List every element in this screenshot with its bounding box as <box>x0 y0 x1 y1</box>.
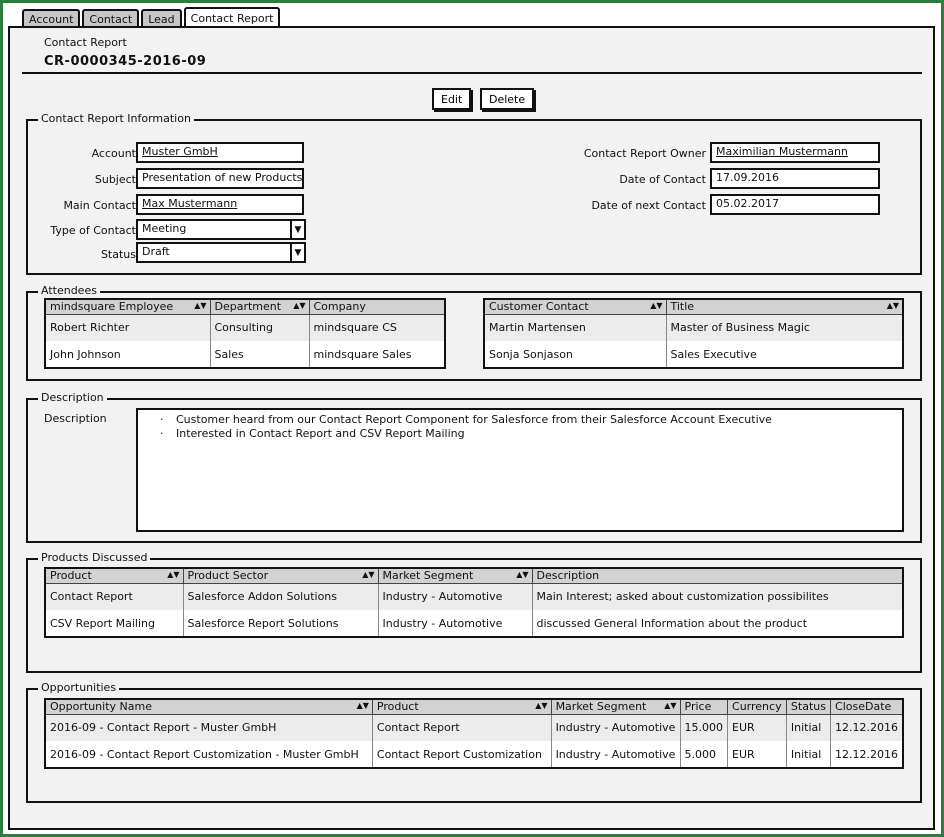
section-title: Description <box>38 391 107 404</box>
column-header[interactable]: Status <box>786 699 830 714</box>
column-header[interactable]: Currency <box>728 699 787 714</box>
table-row[interactable]: 2016-09 - Contact Report Customization - Muster GmbH Contact Report Customization Industry - Automotive 5.000 EUR Initial 12.12.2016 <box>45 741 903 768</box>
column-header[interactable]: Title ▲▼ <box>666 299 903 314</box>
column-header[interactable]: Price <box>680 699 728 714</box>
products-section <box>26 551 922 673</box>
opportunities-section <box>26 681 922 803</box>
owner-label: Contact Report Owner <box>583 147 706 160</box>
table-row[interactable]: CSV Report Mailing Salesforce Report Solutions Industry - Automotive discussed General Information about the product <box>45 610 903 637</box>
type-of-contact-label: Type of Contact <box>50 224 136 237</box>
column-header[interactable]: mindsquare Employee ▲▼ <box>45 299 210 314</box>
tab-contact-report[interactable]: Contact Report <box>184 7 281 29</box>
dropdown-arrow-icon: ▼ <box>290 221 304 238</box>
sort-icon: ▲▼ <box>293 301 306 310</box>
account-label: Account <box>91 147 136 160</box>
date-of-next-contact-label: Date of next Contact <box>591 199 706 212</box>
sort-icon: ▲▼ <box>194 301 207 310</box>
section-title: Attendees <box>38 284 100 297</box>
column-header[interactable]: Market Segment ▲▼ <box>551 699 680 714</box>
customers-table <box>483 298 904 369</box>
employees-table <box>44 298 446 369</box>
main-contact-label: Main Contact <box>63 199 136 212</box>
subject-field[interactable]: Presentation of new Products <box>136 168 304 189</box>
table-row[interactable]: Contact Report Salesforce Addon Solutions Industry - Automotive Main Interest; asked about customization possibilites <box>45 583 903 610</box>
tab-contact[interactable]: Contact <box>82 9 139 28</box>
subject-label: Subject <box>94 173 136 186</box>
tab-account[interactable]: Account <box>22 9 80 28</box>
description-textarea[interactable] <box>136 408 904 532</box>
description-section <box>26 391 922 543</box>
table-row[interactable]: 2016-09 - Contact Report - Muster GmbH Contact Report Industry - Automotive 15.000 EUR Initial 12.12.2016 <box>45 714 903 741</box>
date-of-next-contact-field[interactable]: 05.02.2017 <box>710 194 880 215</box>
sort-icon: ▲▼ <box>535 701 548 710</box>
table-row[interactable]: Sonja Sonjason Sales Executive <box>484 341 903 368</box>
opportunities-table <box>44 698 904 769</box>
date-of-contact-label: Date of Contact <box>619 173 706 186</box>
tab-lead[interactable]: Lead <box>141 9 181 28</box>
record-type-label: Contact Report <box>44 36 127 49</box>
table-row[interactable]: John Johnson Sales mindsquare Sales <box>45 341 445 368</box>
list-item: · Interested in Contact Report and CSV Report Mailing <box>176 427 892 441</box>
sort-icon: ▲▼ <box>516 570 529 579</box>
column-header[interactable]: Description <box>532 568 903 583</box>
dropdown-arrow-icon: ▼ <box>290 244 304 261</box>
status-label: Status <box>100 248 136 261</box>
section-title: Contact Report Information <box>38 112 194 125</box>
column-header[interactable]: Customer Contact ▲▼ <box>484 299 666 314</box>
table-row[interactable]: Martin Martensen Master of Business Magic <box>484 314 903 341</box>
sort-icon: ▲▼ <box>886 301 899 310</box>
tab-content <box>8 26 935 830</box>
column-header[interactable]: Market Segment ▲▼ <box>378 568 532 583</box>
table-row[interactable]: Robert Richter Consulting mindsquare CS <box>45 314 445 341</box>
products-table <box>44 567 904 638</box>
column-header[interactable]: Opportunity Name ▲▼ <box>45 699 372 714</box>
app-frame <box>3 3 941 834</box>
list-item: · Customer heard from our Contact Report Component for Salesforce from their Salesforce Account Executive <box>176 413 892 427</box>
info-section <box>26 112 922 275</box>
section-title: Products Discussed <box>38 551 150 564</box>
sort-icon: ▲▼ <box>167 570 180 579</box>
owner-field[interactable]: Maximilian Mustermann <box>710 142 880 163</box>
account-field[interactable]: Muster GmbH <box>136 142 304 163</box>
description-label: Description <box>44 412 107 425</box>
date-of-contact-field[interactable]: 17.09.2016 <box>710 168 880 189</box>
main-contact-field[interactable]: Max Mustermann <box>136 194 304 215</box>
column-header[interactable]: Company <box>309 299 445 314</box>
header-divider <box>22 72 922 74</box>
column-header[interactable]: Product Sector ▲▼ <box>183 568 378 583</box>
column-header[interactable]: Department ▲▼ <box>210 299 309 314</box>
record-id: CR-0000345-2016-09 <box>44 54 207 69</box>
sort-icon: ▲▼ <box>356 701 369 710</box>
type-of-contact-select[interactable]: Meeting ▼ <box>136 219 306 240</box>
sort-icon: ▲▼ <box>650 301 663 310</box>
column-header[interactable]: Product ▲▼ <box>372 699 551 714</box>
delete-button[interactable]: Delete <box>480 88 534 110</box>
column-header[interactable]: CloseDate <box>831 699 903 714</box>
edit-button[interactable]: Edit <box>432 88 471 110</box>
column-header[interactable]: Product ▲▼ <box>45 568 183 583</box>
sort-icon: ▲▼ <box>664 701 677 710</box>
sort-icon: ▲▼ <box>362 570 375 579</box>
section-title: Opportunities <box>38 681 119 694</box>
status-select[interactable]: Draft ▼ <box>136 242 306 263</box>
attendees-section <box>26 284 922 381</box>
